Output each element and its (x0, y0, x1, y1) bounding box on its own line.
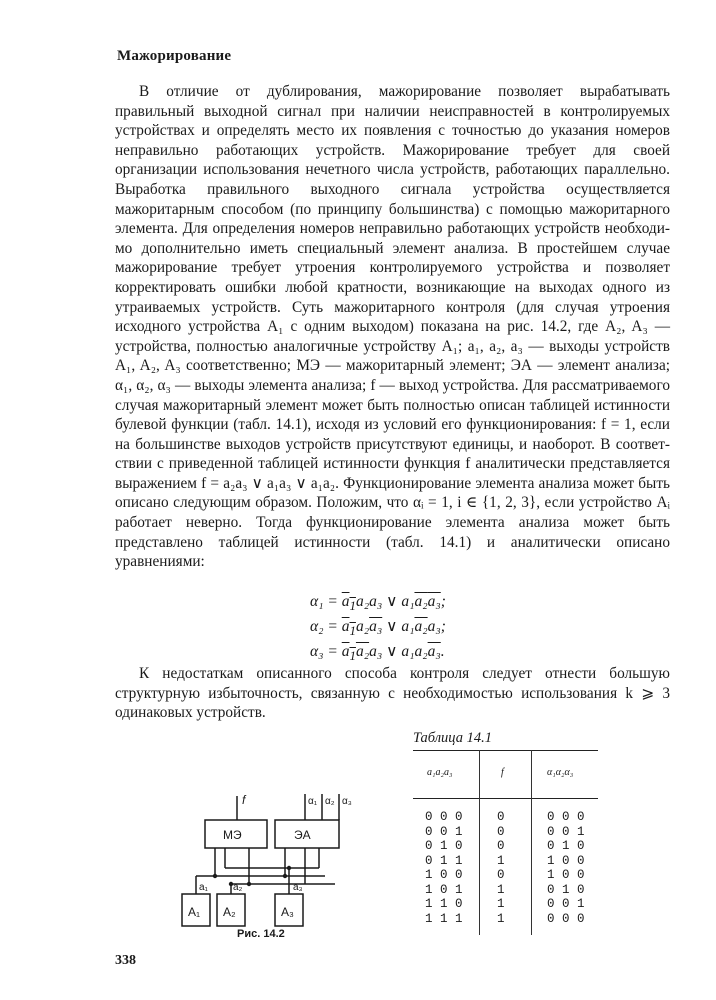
table-column-alpha (547, 810, 585, 926)
f-label: f (242, 793, 246, 807)
equation-alpha1: $\alpha_1 = \overline{a}_1a_2a_3$ ∨ a₁a₂a₃; (310, 593, 446, 614)
table-column-inputs (425, 810, 463, 926)
a3-box-label: A₃ (281, 905, 294, 919)
table-cell: 1 1 0 (425, 897, 463, 911)
table-cell: 0 0 0 (425, 810, 463, 824)
circuit-diagram (175, 790, 375, 930)
table-cell: 0 (497, 824, 505, 839)
table-cell: 0 (497, 810, 505, 824)
equation-alpha2: $\alpha_2 = \overline{a}_1a_2a_3$ ∨ a₁a₂a₃; (310, 618, 446, 639)
ea-label: ЭА (294, 828, 311, 842)
table-divider (531, 750, 532, 935)
table-header-inputs: a₁a₂a₃ (427, 767, 453, 778)
main-paragraph (115, 82, 670, 572)
table-cell: 0 1 1 (425, 853, 463, 868)
table-cell: 1 (497, 911, 505, 926)
table-header-alpha: α₁α₂α₃ (547, 767, 574, 778)
conclusion-paragraph (115, 664, 670, 723)
table-cell: 0 0 0 (547, 911, 585, 926)
table-cell: 1 0 0 (547, 853, 585, 868)
section-heading: Мажорирование (117, 48, 232, 64)
table-header-f: f (501, 767, 504, 778)
equations-block (310, 589, 570, 664)
a3-signal-label: a₃ (293, 882, 303, 893)
alpha1-label: α₁ (308, 796, 318, 807)
a2-signal-label: a₂ (233, 882, 243, 893)
table-cell: 0 1 0 (547, 839, 585, 853)
table-cell: 0 0 0 (547, 810, 585, 824)
equation-alpha3: $\alpha_3 = \overline{a}_1a_2a_3$ ∨ a₁a₂a₃. (310, 643, 445, 664)
a1-box-label: A₁ (188, 905, 201, 919)
table-rule-header (413, 798, 598, 799)
table-cell: 1 0 0 (425, 868, 463, 882)
table-cell: 1 (497, 882, 505, 897)
a1-signal-label: a₁ (199, 882, 208, 893)
paragraph-text: К недостаткам описанного способа контроля следует отнести большую структурную избыточность, связанную с необходимостью использования k ⩾ 3 одинаковых устройств. (115, 665, 670, 722)
page-number: 338 (115, 953, 136, 968)
paragraph-text: В отличие от дублирования, мажорирование позволяет вырабатывать правильный выходной сигнал при наличии неисправностей в контролируемых устройствах и определять место их появления с точностью до указания номеров неправильно работающих устройств. Мажорирование требует для своей организации использования нечетного числа устройств, работающих параллельно. Выработка правильного выходного сигнала устройства осуществляется мажоритарным способом (по принципу большинства) с помощью мажоритарного элемента. Для определения номеров неправильно работающих устройств необходимо дополнительно иметь специальный элемент анализа. В простейшем случае мажорирование требует утроения контролируемого устройства и позволяет корректировать ошибки любой кратности, возникающие на выходах одного из утраиваемых устройств. Суть мажоритарного контроля (для случая утроения исходного устройства A₁ с одним выходом) показана на рис. 14.2, где A₂, A₃ — устройства, полностью аналогичные устройству A₁; a₁, a₂, a₃ — выходы устройств A₁, A₂, A₃ соответственно; МЭ — мажоритарный элемент; ЭА — элемент анализа; α₁, α₂, α₃ — выходы элемента анализа; f — выход устройства. Для рассматриваемого случая мажоритарный элемент может быть полностью описан таблицей истинности булевой функции (табл. 14.1), исходя из условий его функционирования: f = 1, если на большинстве выходов устройств присутствуют единицы, и наоборот. В соответствии с приведенной таблицей истинности функция f аналитически представляется выражением f = a₂a₃ ∨ a₁a₃ ∨ a₁a₂. Функционирование элемента анализа может быть описано следующим образом. Положим, что αᵢ = 1, i ∈ {1, 2, 3}, если устройство Aᵢ работает неверно. Тогда функционирование элемента анализа может быть представлено таблицей истинности (табл. 14.1) и аналитически описано уравнениями: (115, 83, 670, 571)
truth-table (413, 750, 598, 940)
table-cell: 0 1 0 (425, 839, 463, 853)
alpha3-label: α₃ (342, 796, 352, 807)
table-cell: 1 (497, 897, 505, 911)
table-cell: 0 0 1 (547, 897, 585, 911)
figure-caption: Рис. 14.2 (237, 928, 285, 940)
table-column-f (497, 810, 505, 926)
table-cell: 1 0 1 (425, 882, 463, 897)
table-caption: Таблица 14.1 (413, 730, 492, 746)
table-cell: 1 0 0 (547, 868, 585, 882)
table-cell: 0 (497, 839, 505, 853)
table-divider (479, 750, 480, 935)
a2-box-label: A₂ (223, 905, 236, 919)
table-cell: 0 0 1 (547, 824, 585, 839)
alpha2-label: α₂ (325, 796, 335, 807)
table-cell: 0 1 0 (547, 882, 585, 897)
me-label: МЭ (223, 828, 242, 842)
table-cell: 1 (497, 853, 505, 868)
table-rule-top (413, 750, 598, 751)
table-cell: 0 (497, 868, 505, 882)
table-cell: 1 1 1 (425, 911, 463, 926)
table-cell: 0 0 1 (425, 824, 463, 839)
